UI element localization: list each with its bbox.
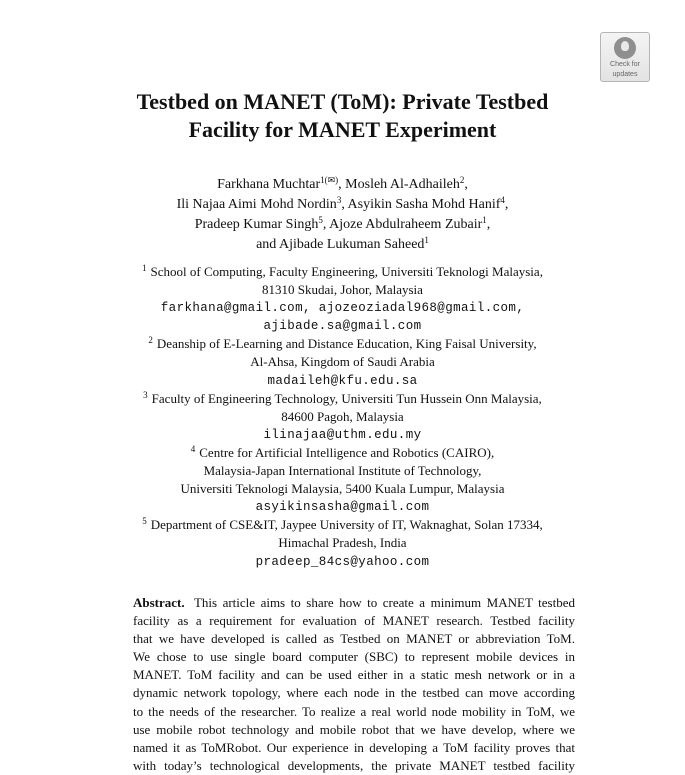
affiliation-number: 1 xyxy=(142,263,147,273)
abstract-line xyxy=(133,594,575,612)
author-name: Ili Najaa Aimi Mohd Nordin xyxy=(176,197,337,212)
affiliation-number: 4 xyxy=(190,443,196,454)
check-for-updates-badge[interactable] xyxy=(600,32,650,82)
abstract-line: that we have developed is called as Testbed on MANET or abbreviation ToM. xyxy=(133,631,575,647)
bookmark-icon xyxy=(614,37,636,59)
author-sup: 2 xyxy=(459,175,465,185)
author-sep: , xyxy=(486,217,491,232)
affiliation-email[interactable]: pradeep_84cs@yahoo.com xyxy=(255,554,430,569)
affiliation-line xyxy=(0,390,685,408)
author-sup: 3 xyxy=(336,195,342,205)
affiliation-text: Department of CSE&IT, Jaypee University of IT, Waknaghat, Solan 17334, xyxy=(150,517,543,533)
affiliation-text: Centre for Artificial Intelligence and Robotics (CAIRO), xyxy=(199,444,495,460)
affiliation-email[interactable]: ilinajaa@uthm.edu.my xyxy=(263,427,422,442)
abstract-line: with today’s technological developments, the private MANET testbed facility xyxy=(133,757,575,773)
abstract-line: to the needs of the researcher. To realize a real world node mobility in ToM, we xyxy=(133,703,575,719)
author-name: , Asyikin Sasha Mohd Hanif xyxy=(341,197,501,212)
paper-title xyxy=(0,88,685,144)
author-sup: 1(✉) xyxy=(320,175,339,185)
author-sup: 5 xyxy=(318,215,323,225)
author-name: , Mosleh Al-Adhaileh xyxy=(338,177,460,192)
affiliation-text: Deanship of E-Learning and Distance Education, King Faisal University, xyxy=(156,336,537,352)
affiliation-number: 5 xyxy=(142,516,147,527)
affiliation-line: Al-Ahsa, Kingdom of Saudi Arabia xyxy=(250,354,435,370)
author-line-1 xyxy=(0,175,685,195)
abstract-line: MANET. ToM facility and can be used either in a static mesh network or in a xyxy=(133,667,575,683)
affiliation-line: Malaysia-Japan International Institute of Technology, xyxy=(203,463,482,479)
author-name: , Ajoze Abdulraheem Zubair xyxy=(322,217,483,232)
abstract xyxy=(133,594,575,775)
affiliation-line: Himachal Pradesh, India xyxy=(278,535,407,551)
author-line-2 xyxy=(0,195,685,215)
author-sup: 1 xyxy=(424,235,429,245)
affiliation-number: 2 xyxy=(148,335,153,346)
affiliation-email[interactable]: madaileh@kfu.edu.sa xyxy=(267,373,418,388)
author-sep: , xyxy=(464,177,468,192)
affiliation-text: School of Computing, Faculty Engineering, Universiti Teknologi Malaysia, xyxy=(150,264,543,279)
abstract-line: dynamic network topology, where each node in the testbed can move according xyxy=(133,685,575,701)
author-list xyxy=(0,175,685,255)
abstract-line: facility as a requirement for evaluation of MANET research. Testbed facility xyxy=(133,613,575,629)
affiliation-list xyxy=(0,263,685,571)
affiliation-line: Universiti Teknologi Malaysia, 5400 Kuala Lumpur, Malaysia xyxy=(180,481,505,497)
author-sup: 1 xyxy=(482,215,487,225)
affiliation-line xyxy=(0,335,685,353)
affiliation-email[interactable]: farkhana@gmail.com, ajozeoziadal968@gmail.com, xyxy=(160,301,525,316)
affiliation-text: Faculty of Engineering Technology, Universiti Tun Hussein Onn Malaysia, xyxy=(151,390,542,406)
author-name: Pradeep Kumar Singh xyxy=(194,217,319,232)
badge-text-1: Check for xyxy=(610,61,640,68)
affiliation-line: 84600 Pagoh, Malaysia xyxy=(281,408,404,424)
author-name: and Ajibade Lukuman Saheed xyxy=(256,237,425,252)
title-line-2: Facility for MANET Experiment xyxy=(188,117,497,142)
author-sep: , xyxy=(504,197,509,212)
badge-text-2: updates xyxy=(612,71,638,78)
affiliation-email[interactable]: ajibade.sa@gmail.com xyxy=(263,319,422,334)
abstract-line: use mobile robot technology and mobile robot that we have develop, where we xyxy=(133,721,575,737)
affiliation-line xyxy=(0,444,685,462)
affiliation-line: 81310 Skudai, Johor, Malaysia xyxy=(262,282,423,298)
abstract-text: This article aims to share how to create a minimum MANET testbed xyxy=(193,595,576,610)
title-line-1: Testbed on MANET (ToM): Private Testbed xyxy=(136,89,549,114)
author-line-3 xyxy=(0,215,685,235)
abstract-line: We chose to use single board computer (SBC) to represent mobile devices in xyxy=(133,649,575,665)
abstract-line: named it as ToMRobot. Our experience in developing a ToM facility proves that xyxy=(133,739,575,755)
affiliation-line xyxy=(0,263,685,281)
affiliation-email[interactable]: asyikinsasha@gmail.com xyxy=(255,500,430,515)
author-name: Farkhana Muchtar xyxy=(217,177,321,192)
abstract-label: Abstract. xyxy=(133,595,185,610)
author-line-4 xyxy=(0,235,685,255)
author-sup: 4 xyxy=(500,195,505,205)
affiliation-number: 3 xyxy=(143,389,148,400)
affiliation-line xyxy=(0,516,685,534)
